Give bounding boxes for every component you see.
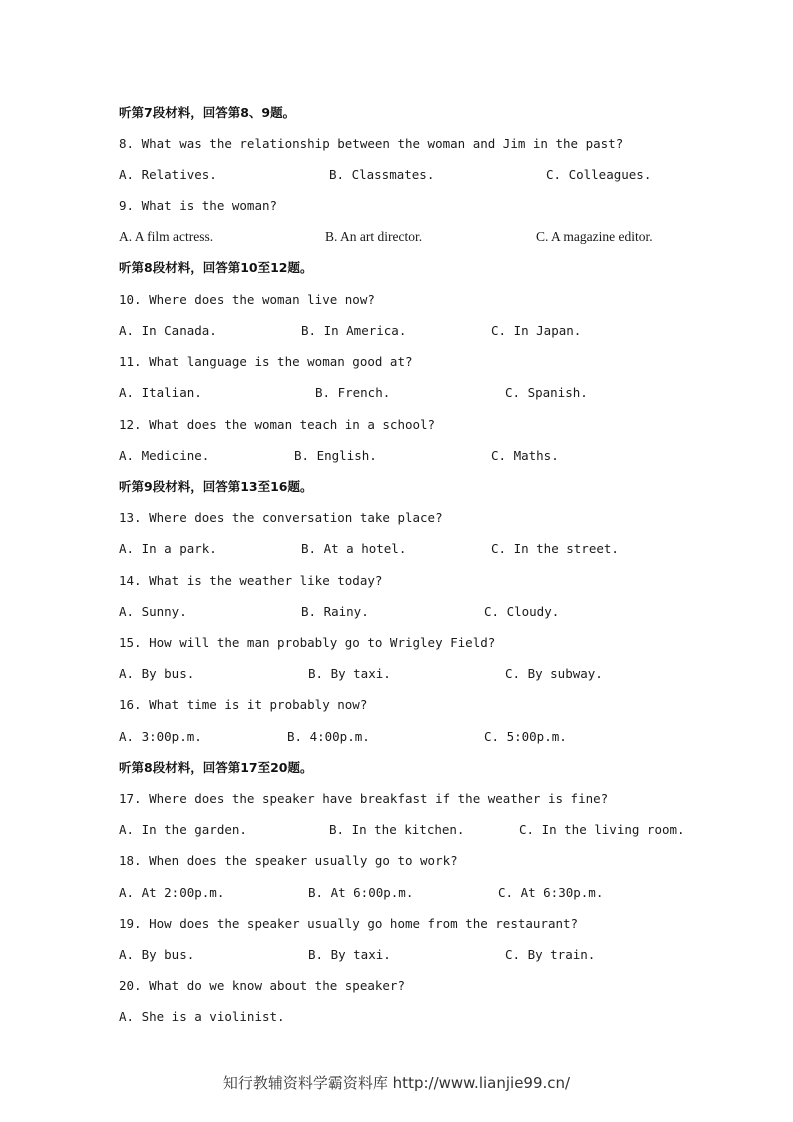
option-b: B. French. xyxy=(315,385,391,400)
question-stem: 20. What do we know about the speaker? xyxy=(119,978,405,993)
footer-watermark: 知行教辅资料学霸资料库 http://www.lianjie99.cn/ xyxy=(222,1074,571,1092)
option-a: A. Medicine. xyxy=(119,448,210,463)
option-a: A. In a park. xyxy=(119,541,217,556)
option-a: A. She is a violinist. xyxy=(119,1009,285,1024)
option-a: A. Sunny. xyxy=(119,604,187,619)
option-a: A. Italian. xyxy=(119,385,202,400)
option-a: A. By bus. xyxy=(119,947,195,962)
option-c: C. In Japan. xyxy=(491,323,582,338)
option-b: B. 4:00p.m. xyxy=(287,729,370,744)
option-b: B. By taxi. xyxy=(308,947,391,962)
option-c: C. In the living room. xyxy=(519,822,685,837)
option-b: B. An art director. xyxy=(325,229,423,244)
option-b: B. At a hotel. xyxy=(301,541,407,556)
question-stem: 10. Where does the woman live now? xyxy=(119,292,375,307)
option-b: B. Rainy. xyxy=(301,604,369,619)
option-a: A. Relatives. xyxy=(119,167,217,182)
option-c: C. Colleagues. xyxy=(546,167,652,182)
question-stem: 16. What time is it probably now? xyxy=(119,697,368,712)
option-c: C. Spanish. xyxy=(505,385,588,400)
question-stem: 13. Where does the conversation take place? xyxy=(119,510,443,525)
option-a: A. By bus. xyxy=(119,666,195,681)
option-a: A. At 2:00p.m. xyxy=(119,885,225,900)
option-a: A. In Canada. xyxy=(119,323,217,338)
question-stem: 15. How will the man probably go to Wrigley Field? xyxy=(119,635,496,650)
option-c: C. Maths. xyxy=(491,448,559,463)
option-a: A. 3:00p.m. xyxy=(119,729,202,744)
section-heading: 听第8段材料，回答第17至20题。 xyxy=(119,760,313,775)
option-b: B. In America. xyxy=(301,323,407,338)
question-stem: 8. What was the relationship between the woman and Jim in the past? xyxy=(119,136,624,151)
question-stem: 12. What does the woman teach in a school? xyxy=(119,417,436,432)
option-a: A. In the garden. xyxy=(119,822,247,837)
option-a: A. A film actress. xyxy=(119,229,214,244)
option-b: B. By taxi. xyxy=(308,666,391,681)
option-b: B. English. xyxy=(294,448,377,463)
option-c: C. In the street. xyxy=(491,541,619,556)
option-b: B. At 6:00p.m. xyxy=(308,885,414,900)
section-heading: 听第7段材料，回答第8、9题。 xyxy=(119,105,296,120)
question-stem: 18. When does the speaker usually go to work? xyxy=(119,853,458,868)
option-c: C. At 6:30p.m. xyxy=(498,885,604,900)
option-c: C. 5:00p.m. xyxy=(484,729,567,744)
question-stem: 14. What is the weather like today? xyxy=(119,573,383,588)
question-stem: 17. Where does the speaker have breakfast if the weather is fine? xyxy=(119,791,609,806)
option-c: C. By train. xyxy=(505,947,596,962)
option-c: C. Cloudy. xyxy=(484,604,560,619)
question-stem: 9. What is the woman? xyxy=(119,198,278,213)
section-heading: 听第9段材料，回答第13至16题。 xyxy=(119,479,313,494)
section-heading: 听第8段材料，回答第10至12题。 xyxy=(119,260,313,275)
option-c: C. By subway. xyxy=(505,666,603,681)
question-stem: 11. What language is the woman good at? xyxy=(119,354,413,369)
option-b: B. In the kitchen. xyxy=(329,822,465,837)
option-b: B. Classmates. xyxy=(329,167,435,182)
option-c: C. A magazine editor. xyxy=(536,229,653,244)
question-stem: 19. How does the speaker usually go home from the restaurant? xyxy=(119,916,579,931)
